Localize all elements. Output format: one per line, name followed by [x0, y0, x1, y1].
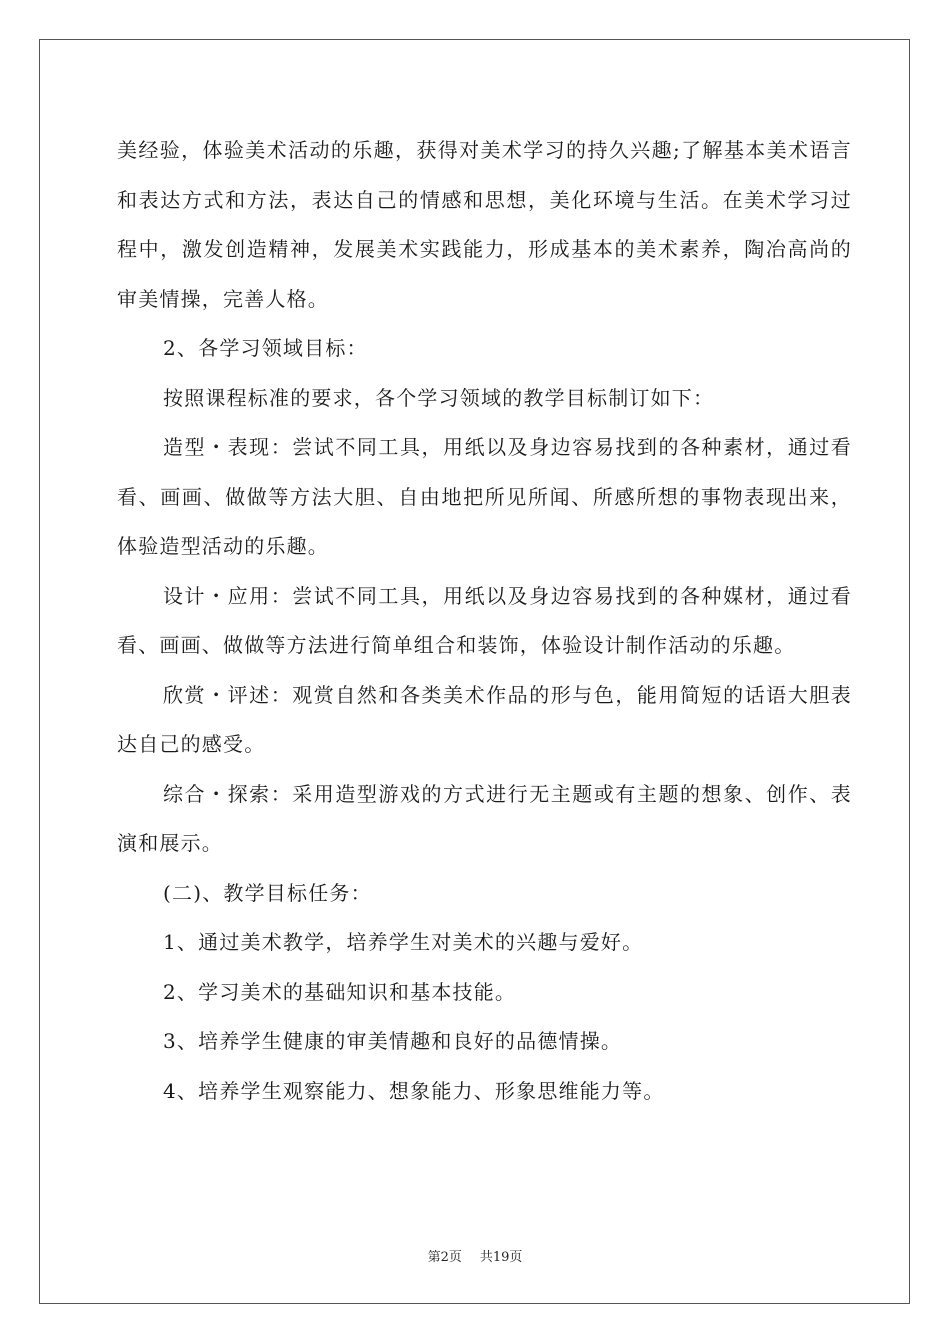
paragraph-1: 美经验，体验美术活动的乐趣，获得对美术学习的持久兴趣;了解基本美术语言和表达方式和方法，表达自己的情感和思想，美化环境与生活。在美术学习过程中，激发创造精神，发展美术实践能力，形成基本的美术素养，陶冶高尚的审美情操，完善人格。	[117, 138, 852, 311]
total-pages: 共19页	[479, 1250, 523, 1265]
paragraph-2: 2、各学习领域目标：	[163, 336, 368, 360]
paragraph-11: 3、培养学生健康的审美情趣和良好的品德情操。	[163, 1029, 623, 1053]
page-number: 第2页	[427, 1250, 462, 1265]
page-footer	[0, 1246, 950, 1265]
paragraph-5: 设计・应用：尝试不同工具，用纸以及身边容易找到的各种媒材，通过看看、画画、做做等方法进行简单组合和装饰，体验设计制作活动的乐趣。	[117, 583, 852, 657]
paragraph-9: 1、通过美术教学，培养学生对美术的兴趣与爱好。	[163, 930, 644, 954]
paragraph-8: (二)、教学目标任务：	[163, 880, 372, 905]
document-body	[117, 126, 852, 1116]
paragraph-6: 欣赏・评述：观赏自然和各类美术作品的形与色，能用简短的话语大胆表达自己的感受。	[117, 682, 852, 756]
paragraph-10: 2、学习美术的基础知识和基本技能。	[163, 979, 517, 1004]
paragraph-3: 按照课程标准的要求，各个学习领域的教学目标制订如下：	[163, 385, 715, 410]
paragraph-4: 造型・表现：尝试不同工具，用纸以及身边容易找到的各种素材，通过看看、画画、做做等方法大胆、自由地把所见所闻、所感所想的事物表现出来，体验造型活动的乐趣。	[117, 435, 852, 558]
paragraph-12: 4、培养学生观察能力、想象能力、形象思维能力等。	[163, 1078, 665, 1103]
paragraph-7: 综合・探索：采用造型游戏的方式进行无主题或有主题的想象、创作、表演和展示。	[117, 781, 852, 855]
